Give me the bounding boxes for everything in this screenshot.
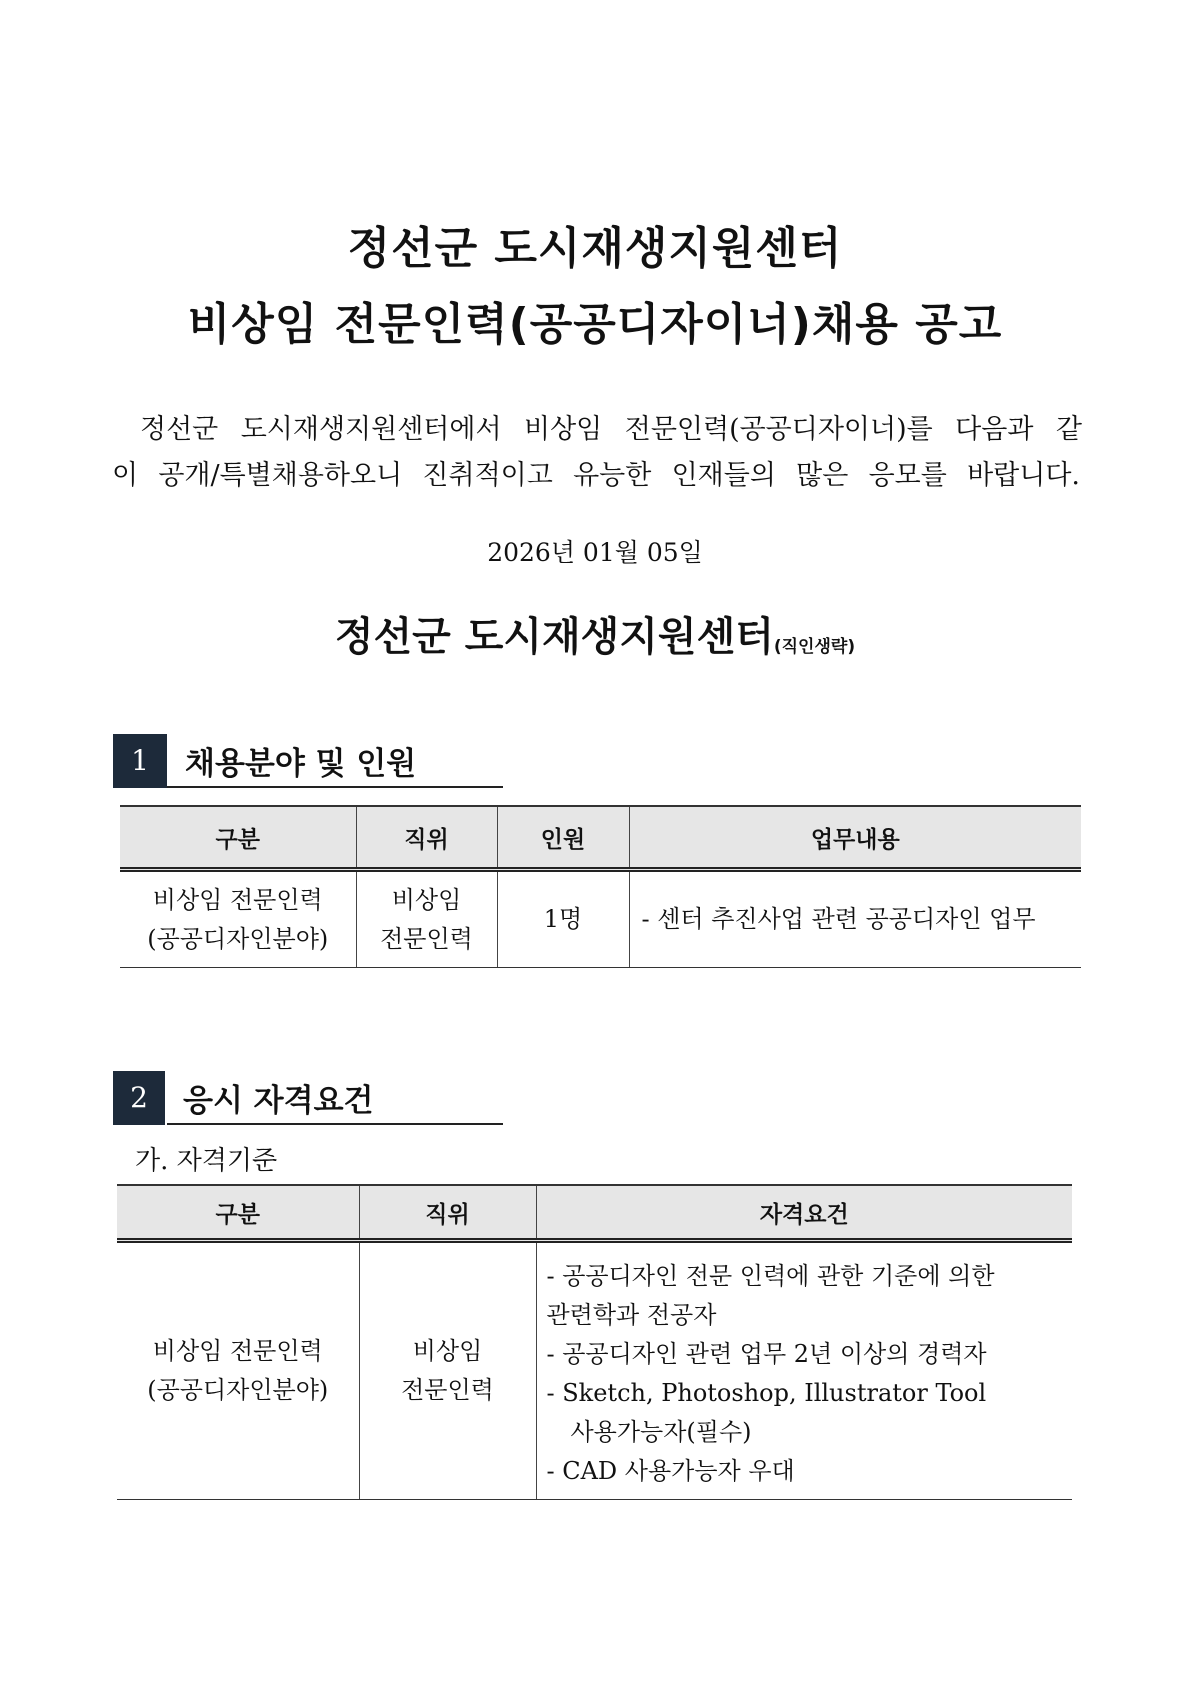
header-category: 구분 xyxy=(120,806,356,870)
header-requirements: 자격요건 xyxy=(536,1185,1072,1241)
cell-requirements xyxy=(536,1241,1072,1500)
requirement-line: 관련학과 전공자 xyxy=(546,1301,717,1329)
category-line-1: 비상임 전문인력 xyxy=(152,1337,323,1365)
section-number: 2 xyxy=(113,1071,165,1125)
qualification-table xyxy=(117,1184,1072,1500)
table-row xyxy=(117,1241,1072,1500)
section-title: 채용분야 및 인원 xyxy=(185,746,417,782)
header-category: 구분 xyxy=(117,1185,359,1241)
organization-name xyxy=(0,605,1190,662)
subheading-qualification: 가. 자격기준 xyxy=(135,1146,278,1176)
requirement-line: - Sketch, Photoshop, Illustrator Tool xyxy=(546,1379,987,1407)
position-line-1: 비상임 xyxy=(391,885,462,914)
section-2-heading xyxy=(113,1071,503,1125)
cell-category xyxy=(120,870,356,968)
table-row xyxy=(120,870,1081,968)
requirement-line: - 공공디자인 전문 인력에 관한 기준에 의한 xyxy=(546,1262,995,1290)
section-1-heading xyxy=(113,734,503,788)
cell-duty: - 센터 추진사업 관련 공공디자인 업무 xyxy=(629,870,1081,968)
position-line-2: 전문인력 xyxy=(380,924,473,953)
section-number: 1 xyxy=(113,734,167,788)
header-duty: 업무내용 xyxy=(629,806,1081,870)
organization-label: 정선군 도시재생지원센터 xyxy=(334,614,774,660)
header-position: 직위 xyxy=(356,806,497,870)
section-title: 응시 자격요건 xyxy=(183,1083,374,1119)
cell-position xyxy=(359,1241,536,1500)
requirement-line: - CAD 사용가능자 우대 xyxy=(546,1457,795,1485)
title-line-1: 정선군 도시재생지원센터 xyxy=(347,223,843,274)
cell-position xyxy=(356,870,497,968)
cell-category xyxy=(117,1241,359,1500)
table-header-row xyxy=(120,806,1081,870)
category-line-2: (공공디자인분야) xyxy=(147,924,329,953)
recruitment-table xyxy=(120,805,1081,968)
requirement-line: 사용가능자(필수) xyxy=(570,1418,752,1446)
section-underline xyxy=(167,786,503,788)
intro-line-2: 이 공개/특별채용하오니 진취적이고 유능한 인재들의 많은 응모를 바랍니다. xyxy=(112,460,1080,491)
table-header-row xyxy=(117,1185,1072,1241)
position-line-1: 비상임 xyxy=(412,1337,483,1365)
category-line-2: (공공디자인분야) xyxy=(147,1376,329,1404)
intro-line-1: 정선군 도시재생지원센터에서 비상임 전문인력(공공디자이너)를 다음과 같 xyxy=(140,414,1082,445)
cell-count: 1명 xyxy=(497,870,629,968)
title-line-2: 비상임 전문인력(공공디자이너)채용 공고 xyxy=(187,299,1003,350)
seal-note: (직인생략) xyxy=(773,637,856,657)
header-position: 직위 xyxy=(359,1185,536,1241)
position-line-2: 전문인력 xyxy=(401,1376,494,1404)
header-count: 인원 xyxy=(497,806,629,870)
category-line-1: 비상임 전문인력 xyxy=(152,885,323,914)
requirement-line: - 공공디자인 관련 업무 2년 이상의 경력자 xyxy=(546,1340,987,1368)
section-underline xyxy=(167,1123,503,1125)
announcement-date: 2026년 01월 05일 xyxy=(487,538,703,567)
